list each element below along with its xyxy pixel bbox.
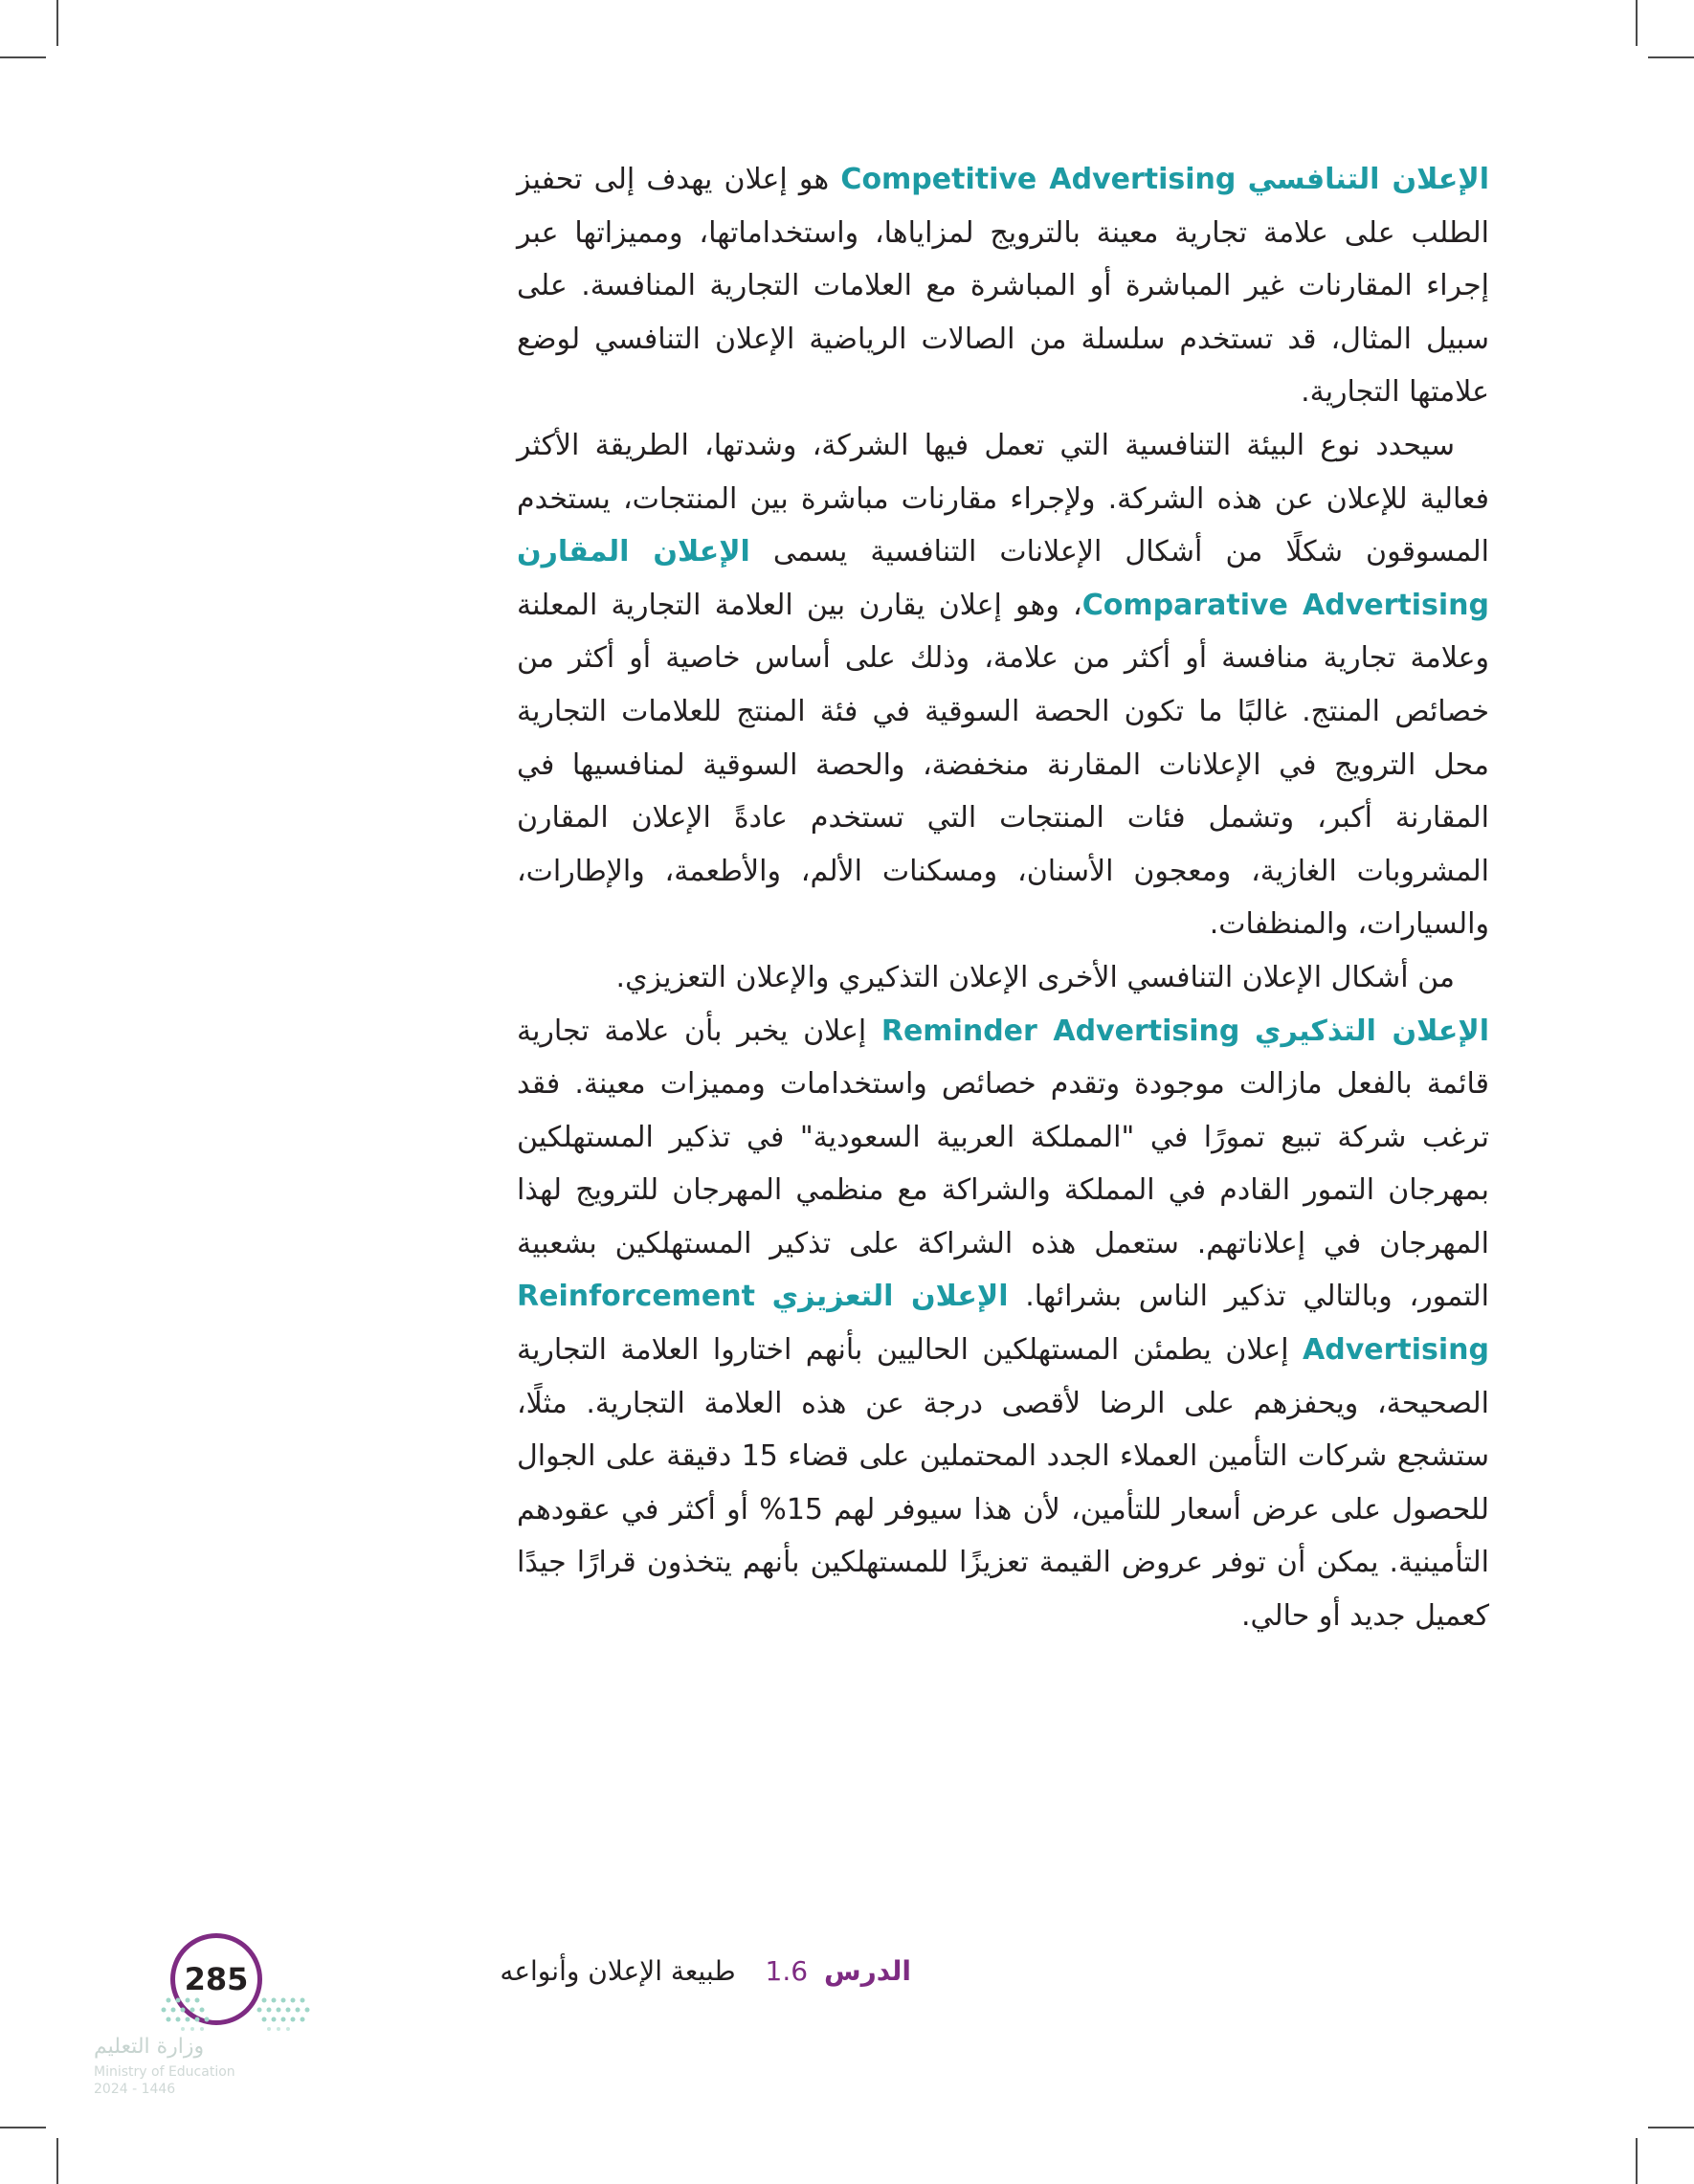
term-english: Reminder Advertising [880,1014,1240,1048]
text-run: من أشكال الإعلان التنافسي الأخرى الإعلان التذكيري والإعلان التعزيزي. [615,960,1455,994]
term-english: Comparative Advertising [1081,588,1489,622]
text-run: سيحدد نوع البيئة التنافسية التي تعمل فيها الشركة، وشدتها، الطريقة الأكثر فعالية للإعلان عن هذه الشركة. ولإجراء مقارنات مباشرة بين المنتجات، يستخدم المسوقون شكلًا من أشكال الإعلانات التنافسية يسمى [517,428,1489,569]
lesson-title: طبيعة الإعلان وأنواعه [500,1955,736,1987]
text-run: إعلان يخبر بأن علامة تجارية قائمة بالفعل مازالت موجودة وتقدم خصائص واستخدامات ومميزات معينة. فقد ترغب شركة تبيع تمورًا في "المملكة العربية السعودية" في تذكير المستهلكين بمهرجان التمور القادم في المملكة والشراكة مع منظمي المهرجان للترويج لهذا المهرجان في إعلاناتهم. ستعمل هذه الشراكة على تذكير المستهلكين بشعبية التمور، وبالتالي تذكير الناس بشرائها. [517,1014,1489,1314]
body-text [517,153,1489,1643]
lesson-footer [500,1955,911,1987]
term-arabic: الإعلان التنافسي [1247,163,1489,196]
paragraph [517,153,1489,419]
crop-mark [1636,0,1638,46]
term-arabic: الإعلان التذكيري [1254,1014,1489,1048]
lesson-number: 1.6 [765,1955,809,1987]
crop-mark [0,2127,46,2128]
ministry-en-text: Ministry of Education [94,2064,235,2080]
ministry-name-en [94,2063,235,2098]
paragraph [517,951,1489,1005]
crop-mark [56,2138,58,2184]
text-run [1236,163,1247,196]
ministry-name-ar: وزارة التعليم [94,2035,205,2059]
crop-mark [1648,2127,1694,2128]
crop-mark [1636,2138,1638,2184]
term-english: Reinforcement Advertising [517,1280,1489,1368]
paragraph [517,419,1489,951]
ministry-year: 2024 - 1446 [94,2082,176,2097]
term-arabic: الإعلان المقارن [517,535,750,569]
text-run [755,1280,772,1313]
text-run: ، وهو إعلان يقارن بين العلامة التجارية المعلنة وعلامة تجارية منافسة أو أكثر من علامة، وذلك على أساس خاصية أو أكثر من خصائص المنتج. غالبًا ما تكون الحصة السوقية في فئة المنتج للعلامات التجارية محل الترويج في الإعلانات المقارنة منخفضة، والحصة السوقية لمنافسيها في المقارنة أكبر، وتشمل فئات المنتجات التي تستخدم عادةً الإعلان المقارن المشروبات الغازية، ومعجون الأسنان، ومسكنات الألم، والأطعمة، والإطارات، والسيارات، والمنظفات. [517,588,1489,942]
lesson-label: الدرس [823,1955,911,1987]
text-run: هو إعلان يهدف إلى تحفيز الطلب على علامة تجارية معينة بالترويج لمزاياها، واستخداماتها، ومميزاتها عبر إجراء المقارنات غير المباشرة أو المباشرة مع العلامات التجارية المنافسة. على سبيل المثال، قد تستخدم سلسلة من الصالات الرياضية الإعلان التنافسي لوضع علامتها التجارية. [517,163,1489,410]
crop-mark [1648,56,1694,58]
term-arabic: الإعلان التعزيزي [771,1280,1009,1314]
crop-mark [0,56,46,58]
term-english: Competitive Advertising [840,163,1237,196]
page-number-text: 285 [184,1961,249,1997]
paragraph [517,1005,1489,1643]
crop-mark [56,0,58,46]
text-run: إعلان يطمئن المستهلكين الحاليين بأنهم اختاروا العلامة التجارية الصحيحة، ويحفزهم على الرضا لأقصى درجة عن هذه العلامة التجارية. مثلًا، ستشجع شركات التأمين العملاء الجدد المحتملين على قضاء 15 دقيقة على الجوال للحصول على عرض أسعار للتأمين، لأن هذا سيوفر لهم 15% أو أكثر في عقودهم التأمينية. يمكن أن توفر عروض القيمة تعزيزًا للمستهلكين بأنهم يتخذون قرارًا جيدًا كعميل جديد أو حالي. [517,1333,1490,1634]
text-run [1239,1014,1255,1048]
